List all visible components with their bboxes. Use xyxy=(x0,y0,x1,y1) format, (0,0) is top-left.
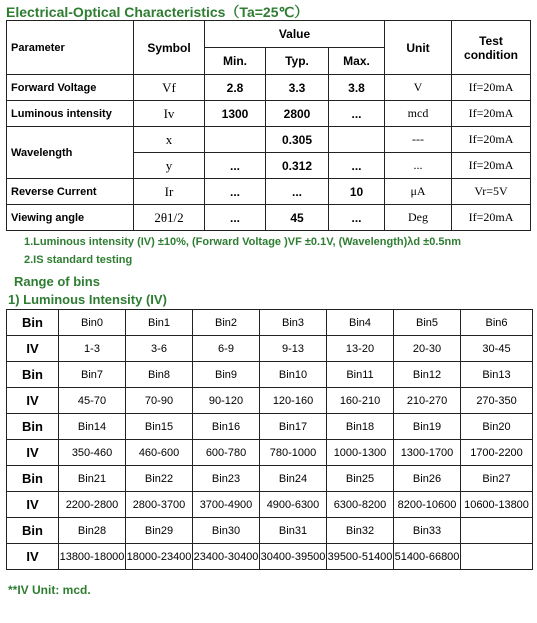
bin-cell: Bin5 xyxy=(394,310,461,336)
iv-range-cell: 90-120 xyxy=(193,388,260,414)
iv-range-cell: 210-270 xyxy=(394,388,461,414)
header-unit: Unit xyxy=(385,21,452,75)
bin-cell: Bin6 xyxy=(461,310,533,336)
bin-cell: Bin10 xyxy=(260,362,327,388)
max-cell: 10 xyxy=(329,179,385,205)
iv-row-label: IV xyxy=(7,440,59,466)
iv-range-cell: 2800-3700 xyxy=(126,492,193,518)
table-row xyxy=(7,101,531,127)
bin-cell: Bin25 xyxy=(327,466,394,492)
bin-cell: Bin7 xyxy=(59,362,126,388)
bin-cell: Bin26 xyxy=(394,466,461,492)
iv-row xyxy=(7,544,533,570)
bin-cell: Bin33 xyxy=(394,518,461,544)
bin-cell: Bin1 xyxy=(126,310,193,336)
param-label: Forward Voltage xyxy=(7,75,134,101)
bin-row-label: Bin xyxy=(7,310,59,336)
footnote: **IV Unit: mcd. xyxy=(8,583,91,597)
typ-cell: 2800 xyxy=(266,101,329,127)
bin-row xyxy=(7,414,533,440)
iv-range-cell: 10600-13800 xyxy=(461,492,533,518)
characteristics-table xyxy=(6,20,531,231)
iv-range-cell: 1700-2200 xyxy=(461,440,533,466)
iv-range-cell: 270-350 xyxy=(461,388,533,414)
iv-range-cell: 350-460 xyxy=(59,440,126,466)
iv-range-cell: 1000-1300 xyxy=(327,440,394,466)
range-heading: Range of bins xyxy=(14,274,100,289)
iv-row-label: IV xyxy=(7,544,59,570)
bin-cell: Bin24 xyxy=(260,466,327,492)
unit-cell: Deg xyxy=(385,205,452,231)
iv-range-cell: 780-1000 xyxy=(260,440,327,466)
note-tolerances: 1.Luminous intensity (IV) ±10%, (Forward Voltage )VF ±0.1V, (Wavelength)λd ±0.5nm xyxy=(24,236,462,248)
unit-cell: μA xyxy=(385,179,452,205)
bin-cell: Bin4 xyxy=(327,310,394,336)
min-cell: ... xyxy=(205,179,266,205)
bin-row-label: Bin xyxy=(7,414,59,440)
table-row xyxy=(7,127,531,153)
iv-row-label: IV xyxy=(7,336,59,362)
iv-range-cell: 23400-30400 xyxy=(193,544,260,570)
condition-cell: If=20mA xyxy=(452,75,531,101)
table-row xyxy=(7,205,531,231)
bin-row xyxy=(7,362,533,388)
iv-row xyxy=(7,440,533,466)
bin-row-label: Bin xyxy=(7,362,59,388)
max-cell: 3.8 xyxy=(329,75,385,101)
symbol-cell: Ir xyxy=(134,179,205,205)
min-cell: ... xyxy=(205,205,266,231)
iv-range-cell: 460-600 xyxy=(126,440,193,466)
max-cell: ... xyxy=(329,205,385,231)
max-cell: ... xyxy=(329,101,385,127)
symbol-cell: x xyxy=(134,127,205,153)
bin-cell: Bin0 xyxy=(59,310,126,336)
unit-cell: --- xyxy=(385,127,452,153)
iv-range-cell: 1300-1700 xyxy=(394,440,461,466)
iv-range-cell: 6300-8200 xyxy=(327,492,394,518)
condition-cell: If=20mA xyxy=(452,127,531,153)
table-row xyxy=(7,179,531,205)
typ-cell: ... xyxy=(266,179,329,205)
iv-range-cell: 3700-4900 xyxy=(193,492,260,518)
typ-cell: 45 xyxy=(266,205,329,231)
typ-cell: 0.312 xyxy=(266,153,329,179)
min-cell xyxy=(205,127,266,153)
bin-cell: Bin8 xyxy=(126,362,193,388)
iv-range-cell: 1-3 xyxy=(59,336,126,362)
iv-range-cell: 9-13 xyxy=(260,336,327,362)
bin-cell: Bin31 xyxy=(260,518,327,544)
header-test-condition: Test condition xyxy=(452,21,531,75)
bin-cell: Bin19 xyxy=(394,414,461,440)
page-title: Electrical-Optical Characteristics（Ta=25℃） xyxy=(6,4,309,20)
header-value: Value xyxy=(205,21,385,48)
iv-range-cell: 13800-18000 xyxy=(59,544,126,570)
iv-range-cell: 30-45 xyxy=(461,336,533,362)
param-label: Wavelength xyxy=(7,127,134,179)
iv-range-cell: 160-210 xyxy=(327,388,394,414)
bin-cell: Bin9 xyxy=(193,362,260,388)
bin-cell: Bin17 xyxy=(260,414,327,440)
iv-row xyxy=(7,336,533,362)
iv-range-cell: 45-70 xyxy=(59,388,126,414)
bin-cell: Bin13 xyxy=(461,362,533,388)
max-cell: ... xyxy=(329,153,385,179)
iv-range-cell: 39500-51400 xyxy=(327,544,394,570)
bin-row-label: Bin xyxy=(7,466,59,492)
min-cell: ... xyxy=(205,153,266,179)
bin-cell xyxy=(461,518,533,544)
bin-cell: Bin29 xyxy=(126,518,193,544)
bin-cell: Bin2 xyxy=(193,310,260,336)
bin-cell: Bin32 xyxy=(327,518,394,544)
iv-range-cell: 3-6 xyxy=(126,336,193,362)
min-cell: 2.8 xyxy=(205,75,266,101)
symbol-cell: Iv xyxy=(134,101,205,127)
condition-cell: If=20mA xyxy=(452,205,531,231)
iv-row-label: IV xyxy=(7,388,59,414)
symbol-cell: Vf xyxy=(134,75,205,101)
bin-cell: Bin30 xyxy=(193,518,260,544)
bin-cell: Bin15 xyxy=(126,414,193,440)
table-row xyxy=(7,75,531,101)
note-standard: 2.IS standard testing xyxy=(24,254,133,266)
iv-range-cell: 30400-39500 xyxy=(260,544,327,570)
iv-range-cell: 51400-66800 xyxy=(394,544,461,570)
iv-row xyxy=(7,492,533,518)
iv-range-cell: 20-30 xyxy=(394,336,461,362)
bin-cell: Bin22 xyxy=(126,466,193,492)
param-label: Luminous intensity xyxy=(7,101,134,127)
luminous-intensity-heading: 1) Luminous Intensity (IV) xyxy=(8,292,167,307)
bin-row-label: Bin xyxy=(7,518,59,544)
iv-row xyxy=(7,388,533,414)
iv-range-cell: 6-9 xyxy=(193,336,260,362)
bin-cell: Bin3 xyxy=(260,310,327,336)
header-symbol: Symbol xyxy=(134,21,205,75)
header-min: Min. xyxy=(205,48,266,75)
iv-range-cell: 8200-10600 xyxy=(394,492,461,518)
typ-cell: 0.305 xyxy=(266,127,329,153)
header-parameter: Parameter xyxy=(7,21,134,75)
bin-cell: Bin12 xyxy=(394,362,461,388)
condition-cell: Vr=5V xyxy=(452,179,531,205)
iv-range-cell: 70-90 xyxy=(126,388,193,414)
bin-cell: Bin23 xyxy=(193,466,260,492)
bin-row xyxy=(7,518,533,544)
symbol-cell: 2θ1/2 xyxy=(134,205,205,231)
header-typ: Typ. xyxy=(266,48,329,75)
symbol-cell: y xyxy=(134,153,205,179)
min-cell: 1300 xyxy=(205,101,266,127)
bin-cell: Bin14 xyxy=(59,414,126,440)
condition-cell: If=20mA xyxy=(452,153,531,179)
param-label: Reverse Current xyxy=(7,179,134,205)
bin-cell: Bin16 xyxy=(193,414,260,440)
bin-cell: Bin28 xyxy=(59,518,126,544)
max-cell xyxy=(329,127,385,153)
iv-row-label: IV xyxy=(7,492,59,518)
typ-cell: 3.3 xyxy=(266,75,329,101)
header-max: Max. xyxy=(329,48,385,75)
iv-range-cell: 120-160 xyxy=(260,388,327,414)
bin-cell: Bin20 xyxy=(461,414,533,440)
bins-table xyxy=(6,309,533,570)
bin-cell: Bin27 xyxy=(461,466,533,492)
unit-cell: V xyxy=(385,75,452,101)
iv-range-cell xyxy=(461,544,533,570)
bin-cell: Bin21 xyxy=(59,466,126,492)
iv-range-cell: 13-20 xyxy=(327,336,394,362)
iv-range-cell: 4900-6300 xyxy=(260,492,327,518)
unit-cell: mcd xyxy=(385,101,452,127)
condition-cell: If=20mA xyxy=(452,101,531,127)
iv-range-cell: 18000-23400 xyxy=(126,544,193,570)
bin-cell: Bin18 xyxy=(327,414,394,440)
bin-cell: Bin11 xyxy=(327,362,394,388)
iv-range-cell: 600-780 xyxy=(193,440,260,466)
bin-row xyxy=(7,310,533,336)
iv-range-cell: 2200-2800 xyxy=(59,492,126,518)
param-label: Viewing angle xyxy=(7,205,134,231)
unit-cell: ... xyxy=(385,153,452,179)
bin-row xyxy=(7,466,533,492)
